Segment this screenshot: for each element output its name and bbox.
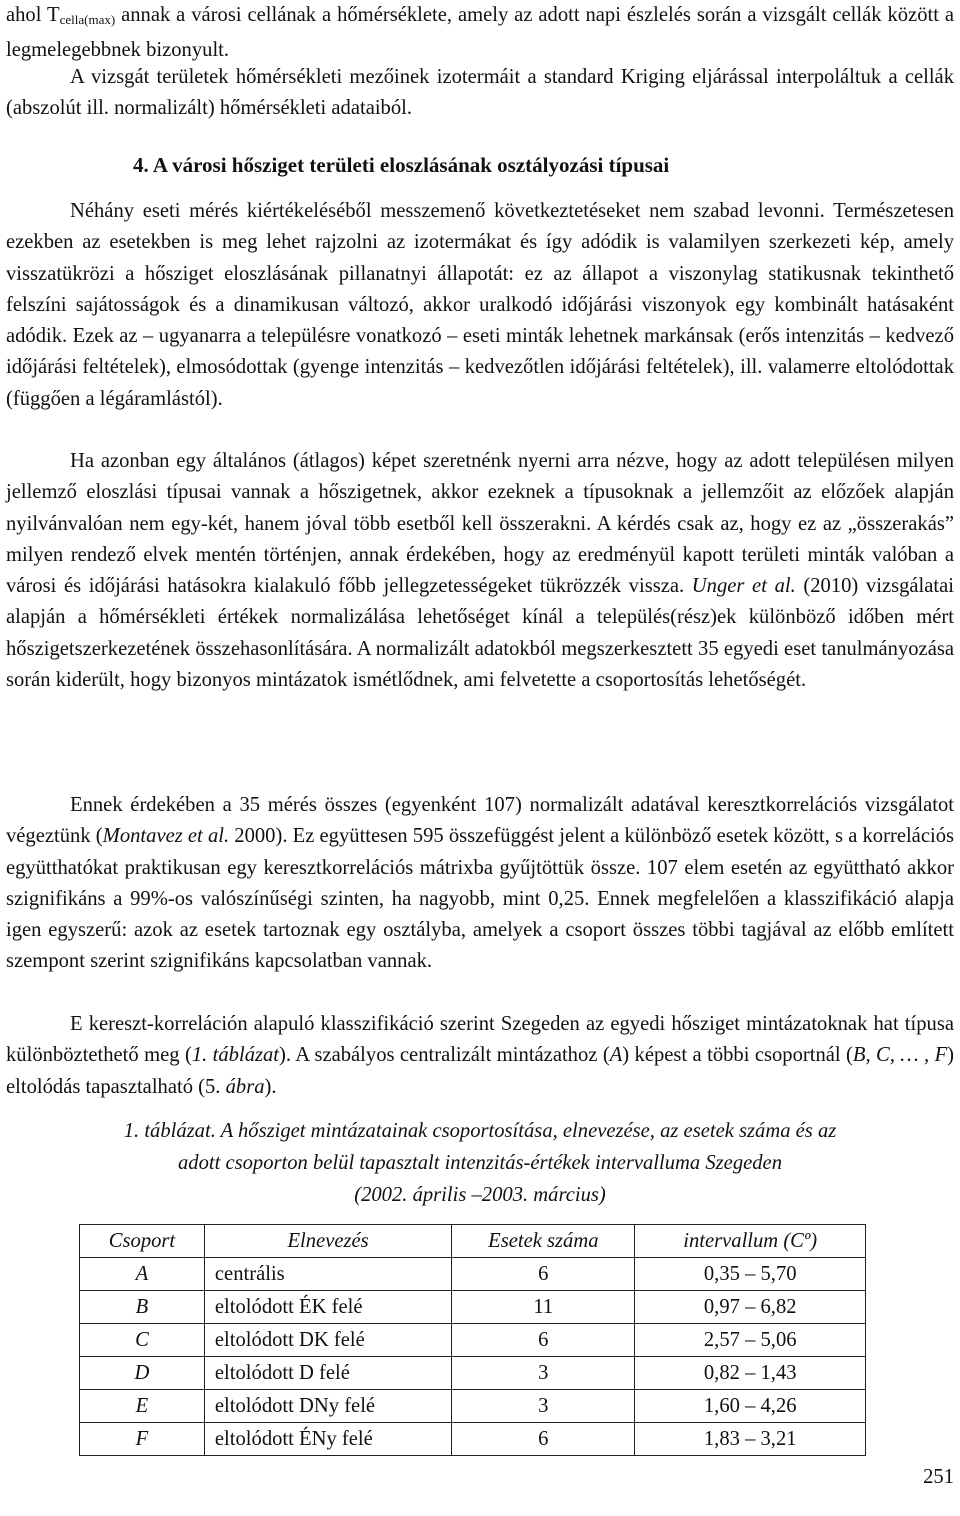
table-caption-line-2: adott csoporton belül tapasztalt intenzitás-értékek intervalluma Szegeden xyxy=(178,1152,782,1174)
cell-case-count: 11 xyxy=(452,1291,635,1324)
body-paragraph-2-text-a: Ha azonban egy általános (átlagos) képet szeretnénk nyerni arra nézve, hogy az adott településen milyen jellemző eloszlási típusai vannak a hőszigetnek, akkor ezeknek a típusoknak a jellemzőit az előzőek alapján nyilvánvalóan nem egy-két, hanem jóval több esetből kell összerakni. A kérdés csak az, hogy ez az „összerakás” milyen rendező elvek mentén történjen, annak érdekében, hogy az eredményül kapott területi minták valóban a városi és időjárási hatásokra kialakuló főbb jellegzetességeket tükrözzék vissza. xyxy=(6,450,954,598)
cell-group: D xyxy=(80,1357,205,1390)
header-name: Elnevezés xyxy=(204,1225,451,1258)
table-body xyxy=(80,1258,866,1456)
cell-interval: 1,60 – 4,26 xyxy=(635,1390,866,1423)
figure-reference-word: ábra xyxy=(220,1075,265,1098)
header-case-count: Esetek száma xyxy=(452,1225,635,1258)
figure-reference-number: 5. xyxy=(205,1075,221,1098)
body-paragraph-4-text-a: E kereszt-korreláción alapuló klasszifikáció szerint Szegeden az egyedi hősziget mintázatoknak hat típusa különböztethető meg ( xyxy=(6,1013,954,1067)
intro-subscript: cella(max) xyxy=(59,12,116,27)
cell-name: centrális xyxy=(204,1258,451,1291)
header-group: Csoport xyxy=(80,1225,205,1258)
cell-group: E xyxy=(80,1390,205,1423)
cell-name: eltolódott DNy felé xyxy=(204,1390,451,1423)
citation-montavez: Montavez et al. xyxy=(102,825,230,848)
citation-unger: Unger et al. xyxy=(691,575,796,598)
body-paragraph-3 xyxy=(6,790,954,978)
table-row xyxy=(80,1258,866,1291)
header-interval: intervallum (Cº) xyxy=(635,1225,866,1258)
table-row xyxy=(80,1324,866,1357)
cell-interval: 2,57 – 5,06 xyxy=(635,1324,866,1357)
table-caption-line-3: (2002. április –2003. március) xyxy=(354,1184,606,1206)
body-paragraph-4-text-c: ) képest a többi csoportnál ( xyxy=(622,1044,853,1067)
group-range-reference: B, C, … , F xyxy=(852,1044,948,1067)
table-header-row xyxy=(80,1225,866,1258)
cell-case-count: 6 xyxy=(452,1423,635,1456)
body-paragraph-2 xyxy=(6,446,954,696)
cell-interval: 0,97 – 6,82 xyxy=(635,1291,866,1324)
table-reference: 1. táblázat xyxy=(191,1044,280,1067)
cell-group: F xyxy=(80,1423,205,1456)
intro-paragraph xyxy=(6,0,954,67)
table-head xyxy=(80,1225,866,1258)
section-heading: 4. A városi hősziget területi eloszlásának osztályozási típusai xyxy=(133,153,670,177)
body-paragraph-4 xyxy=(6,1009,954,1103)
body-paragraph-4-text-b: ). A szabályos centralizált mintázathoz ( xyxy=(279,1044,610,1067)
cell-name: eltolódott ÉK felé xyxy=(204,1291,451,1324)
cell-name: eltolódott ÉNy felé xyxy=(204,1423,451,1456)
body-paragraph-4-text-d: ) eltolódás tapasztalható ( xyxy=(6,1044,955,1098)
body-paragraph-4-text-e: ). xyxy=(264,1075,277,1098)
page-number: 251 xyxy=(923,1466,954,1488)
cell-interval: 0,35 – 5,70 xyxy=(635,1258,866,1291)
kriging-paragraph: A vizsgát területek hőmérsékleti mezőinek izotermáit a standard Kriging eljárással interpoláltuk a cellák (abszolút ill. normalizált) hőmérsékleti adataiból. xyxy=(6,66,954,120)
table-row xyxy=(80,1291,866,1324)
cell-group: C xyxy=(80,1324,205,1357)
body-paragraph-1: Néhány eseti mérés kiértékeléséből messzemenő következtetéseket nem szabad levonni. Természetesen ezekben az esetekben is meg lehet rajzolni az izotermákat és így adódik is valamilyen szerkezeti kép, amely visszatükrözi a hősziget eloszlásának pillanatnyi állapotát: ez az állapot a viszonylag statikusnak tekinthető felszíni sajátosságok és a dinamikusan változó, akkor uralkodó időjárási viszonyok egy kombinált hatásaként adódik. Ezek az – ugyanarra a településre vonatkozó – eseti minták lehetnek markánsak (erős intenzitás – kedvező időjárási feltételek), elmosódottak (gyenge intenzitás – kedvezőtlen időjárási feltételek), ill. valamerre eltolódottak (függően a légáramlástól). xyxy=(6,200,954,410)
cell-group: B xyxy=(80,1291,205,1324)
cell-case-count: 3 xyxy=(452,1357,635,1390)
cell-interval: 0,82 – 1,43 xyxy=(635,1357,866,1390)
table-row xyxy=(80,1423,866,1456)
table-caption-line-1: 1. táblázat. A hősziget mintázatainak csoportosítása, elnevezése, az esetek száma és az xyxy=(123,1120,837,1142)
body-paragraph-3-text-b: 2000). Ez együttesen 595 összefüggést jelent a különböző esetek között, s a korrelációs együtthatókat praktikusan egy keresztkorrelációs mátrixba gyűjtöttük össze. 107 elem esetén az együttható akkor szignifikáns a 99%-os valószínűségi szinten, ha nagyobb, mint 0,25. Ennek megfelelően a klasszifikáció alapja igen egyszerű: azok az esetek tartoznak egy osztályba, amelyek a csoport összes többi tagjával az előbb említett szempont szerint szignifikáns kapcsolatban vannak. xyxy=(6,825,954,973)
intro-text-after: annak a városi cellának a hőmérséklete, amely az adott napi észlelés során a vizsgált cellák között a legmelegebbnek bizonyult. xyxy=(6,4,955,62)
body-paragraph-2-text-b: (2010) vizsgálatai alapján a hőmérsékleti értékek normalizálása lehetőséget kínál a település(rész)ek különböző időben mért hőszigetszerkezetének összehasonlítására. A normalizált adatokból megszerkesztett 35 egyedi eset tanulmányozása során kiderült, hogy bizonyos mintázatok ismétlődnek, ami felvetette a csoportosítás lehetőségét. xyxy=(6,575,954,692)
body-paragraph-3-text-a: Ennek érdekében a 35 mérés összes (egyenként 107) normalizált adatával keresztkorrelációs vizsgálatot végeztünk ( xyxy=(6,794,954,848)
table-row xyxy=(80,1357,866,1390)
cell-case-count: 3 xyxy=(452,1390,635,1423)
group-a-reference: A xyxy=(609,1044,623,1067)
cell-interval: 1,83 – 3,21 xyxy=(635,1423,866,1456)
cell-case-count: 6 xyxy=(452,1324,635,1357)
table-row xyxy=(80,1390,866,1423)
cell-name: eltolódott D felé xyxy=(204,1357,451,1390)
intro-text-before: ahol T xyxy=(6,4,60,26)
hotspot-groups-table xyxy=(79,1224,866,1456)
cell-name: eltolódott DK felé xyxy=(204,1324,451,1357)
cell-group: A xyxy=(80,1258,205,1291)
table-caption xyxy=(6,1115,954,1211)
cell-case-count: 6 xyxy=(452,1258,635,1291)
